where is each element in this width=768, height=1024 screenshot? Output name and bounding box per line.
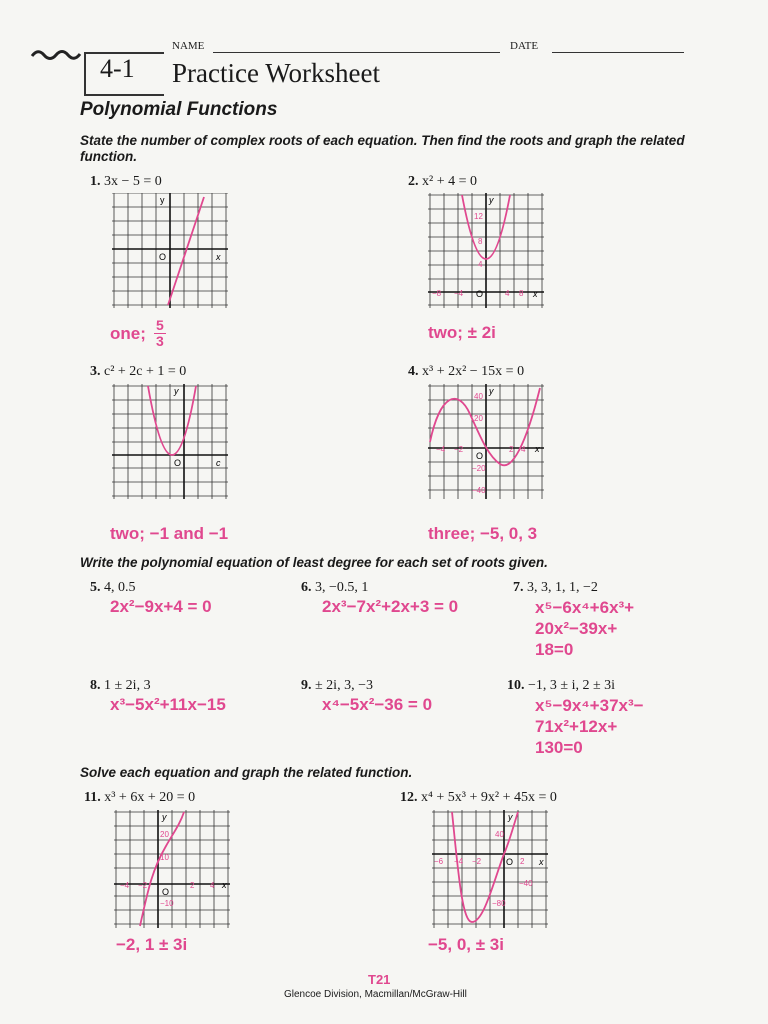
svg-text:y: y [489, 195, 494, 205]
instruction-3: Solve each equation and graph the related function. [80, 765, 413, 780]
svg-text:4: 4 [478, 260, 483, 269]
svg-text:4: 4 [521, 445, 526, 454]
answer-6: 2x³−7x²+2x+3 = 0 [322, 597, 459, 616]
svg-text:2: 2 [509, 445, 514, 454]
graph-4 [428, 384, 544, 499]
svg-text:−20: −20 [472, 464, 486, 473]
answer-1-denominator: 3 [155, 333, 164, 349]
answer-10: x⁵−9x⁴+37x³− 71x²+12x+ 130=0 [535, 696, 644, 757]
answer-7: x⁵−6x⁴+6x³+ 20x²−39x+ 18=0 [535, 598, 635, 659]
answer-1-numerator: 5 [155, 317, 164, 333]
answer-3: two; −1 and −1 [110, 524, 229, 543]
graph-1-x-label: x [216, 252, 221, 262]
svg-text:4: 4 [505, 289, 510, 298]
page-number: T21 [368, 972, 391, 987]
lesson-badge: 4-1 [100, 54, 135, 83]
problem-9-label: 9. ± 2i, 3, −3 [301, 678, 373, 693]
svg-text:c: c [216, 458, 221, 468]
svg-text:x: x [533, 289, 538, 299]
svg-text:−2: −2 [454, 445, 464, 454]
graph-3-curve [148, 386, 196, 455]
answer-11: −2, 1 ± 3i [116, 935, 188, 954]
problem-8-label: 8. 1 ± 2i, 3 [90, 678, 151, 693]
svg-text:x: x [539, 857, 544, 867]
graph-2 [428, 193, 544, 308]
svg-text:y: y [489, 386, 494, 396]
name-label: NAME [172, 40, 205, 52]
svg-text:20: 20 [474, 414, 483, 423]
svg-text:4: 4 [210, 881, 215, 890]
answer-5: 2x²−9x+4 = 0 [110, 597, 212, 616]
svg-text:O: O [476, 289, 484, 299]
date-label: DATE [510, 40, 539, 52]
svg-text:O: O [506, 857, 514, 867]
problem-4-label: 4. x³ + 2x² − 15x = 0 [408, 364, 525, 379]
problem-11-label: 11. x³ + 6x + 20 = 0 [84, 790, 196, 805]
name-field-line[interactable] [213, 52, 500, 53]
graph-12 [432, 810, 548, 928]
publisher-credit: Glencoe Division, Macmillan/McGraw-Hill [284, 989, 467, 1000]
answer-9: x⁴−5x²−36 = 0 [322, 695, 433, 714]
svg-text:−4: −4 [436, 445, 446, 454]
svg-text:−6: −6 [434, 857, 444, 866]
problem-7-label: 7. 3, 3, 1, 1, −2 [513, 580, 598, 595]
graph-11 [114, 810, 230, 928]
section-subtitle: Polynomial Functions [80, 99, 278, 120]
problem-6-label: 6. 3, −0.5, 1 [301, 580, 369, 595]
svg-text:8: 8 [478, 237, 483, 246]
answer-8: x³−5x²+11x−15 [110, 695, 226, 714]
svg-text:10: 10 [160, 853, 169, 862]
svg-text:2: 2 [190, 881, 195, 890]
svg-text:40: 40 [474, 392, 483, 401]
svg-text:20: 20 [160, 830, 169, 839]
svg-text:−10: −10 [160, 899, 174, 908]
problem-12-label: 12. x⁴ + 5x³ + 9x² + 45x = 0 [400, 790, 557, 805]
answer-2: two; ± 2i [428, 323, 496, 342]
svg-text:−80: −80 [492, 899, 506, 908]
instruction-1: State the number of complex roots of each equation. Then find the roots and graph the related function. [80, 133, 685, 164]
date-field-line[interactable] [552, 52, 684, 53]
svg-text:−40: −40 [472, 486, 486, 495]
svg-text:y: y [508, 812, 513, 822]
answer-1: one; 5 3 [110, 318, 166, 349]
svg-text:2: 2 [520, 857, 525, 866]
svg-text:−8: −8 [432, 289, 442, 298]
svg-text:O: O [476, 451, 484, 461]
svg-text:y: y [162, 812, 167, 822]
problem-1-label: 1. 3x − 5 = 0 [90, 174, 162, 189]
graph-1 [112, 193, 228, 308]
svg-text:−2: −2 [472, 857, 482, 866]
graph-1-o-label: O [159, 252, 167, 262]
svg-text:y: y [174, 386, 179, 396]
svg-text:12: 12 [474, 212, 483, 221]
svg-text:x: x [535, 444, 540, 454]
problem-5-label: 5. 4, 0.5 [90, 580, 136, 595]
svg-text:−4: −4 [454, 289, 464, 298]
svg-text:−4: −4 [120, 881, 130, 890]
graph-1-y-label: y [160, 195, 165, 205]
margin-squiggle [30, 46, 82, 64]
answer-12: −5, 0, ± 3i [428, 935, 504, 954]
problem-10-label: 10. −1, 3 ± i, 2 ± 3i [507, 678, 616, 693]
problem-3-label: 3. c² + 2c + 1 = 0 [90, 364, 187, 379]
svg-text:O: O [174, 458, 182, 468]
svg-text:−40: −40 [519, 879, 533, 888]
instruction-2: Write the polynomial equation of least degree for each set of roots given. [80, 555, 548, 570]
svg-text:−4: −4 [454, 857, 464, 866]
problem-2-label: 2. x² + 4 = 0 [408, 174, 477, 189]
page-title: Practice Worksheet [172, 58, 380, 88]
graph-3 [112, 384, 228, 499]
svg-text:O: O [162, 887, 170, 897]
graph-1-curve [168, 197, 204, 305]
svg-text:x: x [222, 880, 227, 890]
answer-4: three; −5, 0, 3 [428, 524, 538, 543]
svg-text:−2: −2 [138, 881, 148, 890]
svg-text:40: 40 [495, 830, 504, 839]
svg-text:8: 8 [519, 289, 524, 298]
